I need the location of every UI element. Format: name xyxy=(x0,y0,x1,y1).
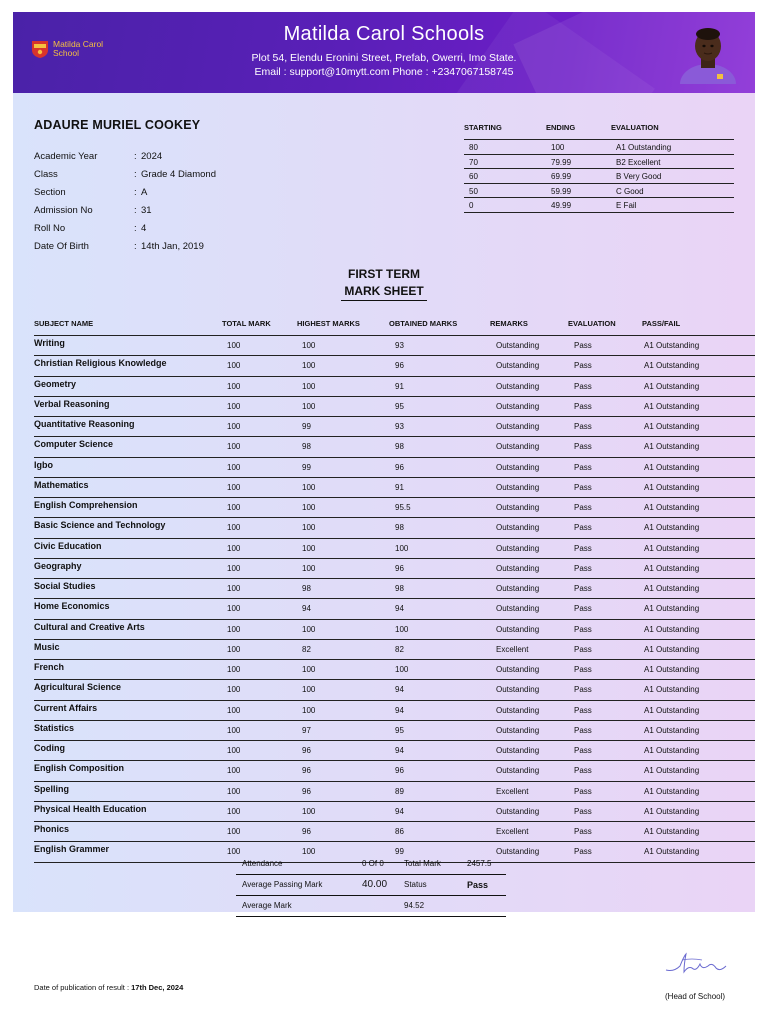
subject-row xyxy=(34,741,755,761)
info-label: Admission No xyxy=(34,205,93,216)
mark-cell: Outstanding xyxy=(496,766,540,776)
mark-cell: 93 xyxy=(395,341,404,350)
grading-scale-table xyxy=(464,120,734,213)
mark-cell: Outstanding xyxy=(496,341,540,350)
subject-row xyxy=(34,437,755,457)
mark-cell: A1 Outstanding xyxy=(644,503,700,512)
mark-cell: 96 xyxy=(395,361,404,371)
info-value: 31 xyxy=(141,205,152,216)
mark-cell: Pass xyxy=(574,685,592,695)
grading-cell: B2 Excellent xyxy=(616,157,661,167)
mark-cell: Outstanding xyxy=(496,422,540,431)
mark-cell: 96 xyxy=(395,462,404,472)
mark-cell: Pass xyxy=(574,341,592,350)
info-value: A xyxy=(141,187,148,198)
mark-cell: A1 Outstanding xyxy=(644,624,700,634)
mark-cell: 100 xyxy=(227,746,241,755)
mark-cell: 100 xyxy=(227,665,241,674)
grading-cell: 79.99 xyxy=(551,157,572,167)
mark-cell: 100 xyxy=(302,705,316,715)
mark-cell: 100 xyxy=(302,806,316,816)
mark-cell: 100 xyxy=(227,361,241,371)
mark-cell: 98 xyxy=(395,442,404,452)
subject-name: Home Economics xyxy=(34,601,110,612)
subject-name: Christian Religious Knowledge xyxy=(34,358,167,369)
mark-cell: A1 Outstanding xyxy=(644,442,700,452)
col-pass-fail: PASS/FAIL xyxy=(642,319,681,328)
subject-row xyxy=(34,640,755,660)
subject-row xyxy=(34,579,755,599)
mark-cell: 96 xyxy=(302,786,311,796)
subject-row xyxy=(34,498,755,518)
mark-cell: 100 xyxy=(302,341,316,350)
result-sheet xyxy=(13,12,755,912)
mark-cell: Outstanding xyxy=(496,705,540,715)
mark-cell: Pass xyxy=(574,442,592,452)
col-remarks: REMARKS xyxy=(490,319,528,328)
mark-cell: 96 xyxy=(395,766,404,776)
info-value: Grade 4 Diamond xyxy=(141,169,216,180)
mark-cell: Excellent xyxy=(496,827,529,836)
col-subject: SUBJECT NAME xyxy=(34,319,94,328)
mark-cell: 100 xyxy=(302,401,316,411)
mark-cell: Pass xyxy=(574,584,592,593)
mark-cell: 100 xyxy=(227,422,241,431)
mark-cell: 98 xyxy=(302,442,311,452)
mark-cell: A1 Outstanding xyxy=(644,766,700,776)
mark-cell: 100 xyxy=(227,341,241,350)
mark-cell: 99 xyxy=(395,847,404,857)
subject-row xyxy=(34,559,755,579)
mark-cell: A1 Outstanding xyxy=(644,563,700,573)
mark-cell: A1 Outstanding xyxy=(644,604,700,614)
mark-cell: Outstanding xyxy=(496,523,540,533)
school-contact: Email : support@10mytt.com Phone : +2347067158745 xyxy=(254,66,514,78)
grading-header-ending: ENDING xyxy=(546,123,576,132)
mark-cell: 100 xyxy=(302,563,316,573)
mark-cell: Outstanding xyxy=(496,665,540,674)
mark-cell: A1 Outstanding xyxy=(644,361,700,371)
mark-cell: Outstanding xyxy=(496,685,540,695)
subject-row xyxy=(34,660,755,680)
grading-cell: 60 xyxy=(469,172,478,181)
mark-cell: 100 xyxy=(227,786,241,796)
mark-cell: 100 xyxy=(227,725,241,735)
summary-row-attendance xyxy=(236,854,506,875)
subject-name: Geography xyxy=(34,560,82,571)
grading-cell: C Good xyxy=(616,186,644,196)
info-separator: : xyxy=(134,241,137,252)
subject-row xyxy=(34,539,755,559)
mark-cell: 100 xyxy=(302,665,316,674)
subject-name: Statistics xyxy=(34,722,75,733)
mark-cell: 96 xyxy=(302,766,311,776)
subject-name: Civic Education xyxy=(34,540,102,551)
result-summary xyxy=(236,854,506,917)
head-signature xyxy=(662,946,732,980)
mark-cell: 99 xyxy=(302,422,311,431)
mark-cell: 100 xyxy=(395,665,409,674)
mark-cell: 100 xyxy=(227,401,241,411)
mark-cell: Outstanding xyxy=(496,563,540,573)
mark-cell: 94 xyxy=(302,604,311,614)
subject-row xyxy=(34,701,755,721)
mark-cell: Outstanding xyxy=(496,381,540,391)
mark-cell: 89 xyxy=(395,786,404,796)
mark-cell: 94 xyxy=(395,746,404,755)
grading-cell: B Very Good xyxy=(616,172,662,181)
mark-cell: A1 Outstanding xyxy=(644,725,700,735)
mark-cell: 100 xyxy=(302,847,316,857)
mark-cell: 96 xyxy=(395,563,404,573)
subject-row xyxy=(34,761,755,781)
mark-cell: 100 xyxy=(302,361,316,371)
mark-cell: Pass xyxy=(574,725,592,735)
subject-name: Basic Science and Technology xyxy=(34,520,166,531)
mark-cell: Outstanding xyxy=(496,847,540,857)
mark-cell: A1 Outstanding xyxy=(644,523,700,533)
mark-cell: 100 xyxy=(227,462,241,472)
mark-cell: A1 Outstanding xyxy=(644,401,700,411)
subject-row xyxy=(34,620,755,640)
mark-cell: 82 xyxy=(302,644,311,654)
grading-cell: 59.99 xyxy=(551,186,572,196)
mark-cell: 100 xyxy=(302,503,316,512)
mark-cell: 100 xyxy=(302,482,316,492)
mark-cell: Outstanding xyxy=(496,361,540,371)
mark-cell: A1 Outstanding xyxy=(644,786,700,796)
mark-cell: Pass xyxy=(574,847,592,857)
info-label: Date Of Birth xyxy=(34,241,89,252)
mark-cell: 100 xyxy=(302,624,316,634)
col-obtained-marks: OBTAINED MARKS xyxy=(389,319,458,328)
info-value: 14th Jan, 2019 xyxy=(141,241,204,252)
mark-cell: A1 Outstanding xyxy=(644,341,700,350)
grading-header-evaluation: EVALUATION xyxy=(611,123,659,132)
publication-date-label: Date of publication of result : xyxy=(34,983,132,992)
mark-cell: Pass xyxy=(574,746,592,755)
subject-name: Igbo xyxy=(34,459,53,470)
mark-cell: 95 xyxy=(395,725,404,735)
grading-cell: 49.99 xyxy=(551,201,572,210)
mark-cell: 99 xyxy=(302,462,311,472)
mark-cell: 94 xyxy=(395,685,404,695)
mark-cell: Pass xyxy=(574,563,592,573)
grading-row xyxy=(464,184,734,199)
mark-cell: 100 xyxy=(227,766,241,776)
mark-cell: 94 xyxy=(395,705,404,715)
grading-cell: 70 xyxy=(469,157,478,167)
mark-cell: 100 xyxy=(395,543,409,553)
info-separator: : xyxy=(134,205,137,216)
mark-cell: 100 xyxy=(395,624,409,634)
mark-cell: 98 xyxy=(302,584,311,593)
col-total-mark: TOTAL MARK xyxy=(222,319,271,328)
subject-name: English Grammer xyxy=(34,844,110,855)
student-photo xyxy=(679,22,737,84)
mark-cell: Pass xyxy=(574,361,592,371)
mark-sheet-title: MARK SHEET xyxy=(341,284,427,301)
subject-name: Mathematics xyxy=(34,479,89,490)
mark-cell: Outstanding xyxy=(496,482,540,492)
logo-text-line1: Matilda Carol xyxy=(53,39,104,49)
grading-row xyxy=(464,155,734,170)
mark-cell: Outstanding xyxy=(496,624,540,634)
mark-cell: A1 Outstanding xyxy=(644,462,700,472)
subject-name: English Comprehension xyxy=(34,500,138,510)
mark-cell: 100 xyxy=(227,644,241,654)
mark-cell: 95.5 xyxy=(395,503,411,512)
mark-cell: 96 xyxy=(302,746,311,755)
mark-cell: Pass xyxy=(574,422,592,431)
mark-cell: A1 Outstanding xyxy=(644,806,700,816)
grading-row xyxy=(464,169,734,184)
mark-cell: 96 xyxy=(302,827,311,836)
mark-cell: Excellent xyxy=(496,644,529,654)
mark-cell: 100 xyxy=(227,847,241,857)
subject-name: Music xyxy=(34,641,60,652)
mark-cell: Pass xyxy=(574,624,592,634)
mark-cell: Pass xyxy=(574,665,592,674)
subject-row xyxy=(34,782,755,802)
mark-cell: 100 xyxy=(227,705,241,715)
mark-cell: Outstanding xyxy=(496,725,540,735)
mark-cell: 100 xyxy=(227,381,241,391)
mark-cell: 100 xyxy=(227,442,241,452)
grading-cell: 50 xyxy=(469,186,478,196)
grading-header xyxy=(464,120,734,140)
mark-cell: 100 xyxy=(227,523,241,533)
subject-name: Physical Health Education xyxy=(34,803,147,814)
subject-name: Current Affairs xyxy=(34,702,98,713)
mark-cell: Excellent xyxy=(496,786,529,796)
info-separator: : xyxy=(134,151,137,162)
subject-row xyxy=(34,458,755,478)
mark-cell: Outstanding xyxy=(496,442,540,452)
mark-cell: 100 xyxy=(302,543,316,553)
info-separator: : xyxy=(134,169,137,180)
subject-row xyxy=(34,599,755,619)
mark-cell: 100 xyxy=(227,624,241,634)
mark-cell: A1 Outstanding xyxy=(644,381,700,391)
mark-cell: 82 xyxy=(395,644,404,654)
subject-name: Coding xyxy=(34,743,65,753)
subject-name: English Composition xyxy=(34,763,124,774)
info-separator: : xyxy=(134,223,137,234)
grading-cell: A1 Outstanding xyxy=(616,143,672,152)
mark-cell: 100 xyxy=(302,523,316,533)
mark-cell: A1 Outstanding xyxy=(644,746,700,755)
mark-cell: Pass xyxy=(574,381,592,391)
subject-row xyxy=(34,721,755,741)
subject-row xyxy=(34,518,755,538)
subject-name: Phonics xyxy=(34,824,70,834)
info-label: Roll No xyxy=(34,223,66,234)
info-separator: : xyxy=(134,187,137,198)
mark-cell: 86 xyxy=(395,827,404,836)
mark-cell: Outstanding xyxy=(496,584,540,593)
mark-cell: 91 xyxy=(395,381,404,391)
grading-cell: 100 xyxy=(551,143,565,152)
subject-name: Spelling xyxy=(34,783,70,794)
subject-row xyxy=(34,356,755,376)
mark-cell: 100 xyxy=(227,685,241,695)
mark-cell: Pass xyxy=(574,401,592,411)
status-label: Status xyxy=(404,880,427,889)
mark-cell: A1 Outstanding xyxy=(644,847,700,857)
mark-cell: A1 Outstanding xyxy=(644,482,700,492)
subject-name: Computer Science xyxy=(34,439,114,450)
subject-row xyxy=(34,802,755,822)
mark-cell: 100 xyxy=(227,503,241,512)
mark-cell: 100 xyxy=(227,604,241,614)
mark-cell: Outstanding xyxy=(496,604,540,614)
total-mark-value: 2457.5 xyxy=(467,859,492,868)
total-mark-label: Total Mark xyxy=(404,859,441,868)
mark-cell: 100 xyxy=(227,543,241,553)
mark-cell: Pass xyxy=(574,482,592,492)
subject-row xyxy=(34,680,755,700)
summary-row-average-passing xyxy=(236,875,506,896)
subject-name: Quantitative Reasoning xyxy=(34,419,135,429)
mark-cell: 93 xyxy=(395,422,404,431)
mark-cell: Pass xyxy=(574,766,592,776)
mark-cell: 91 xyxy=(395,482,404,492)
school-address: Plot 54, Elendu Eronini Street, Prefab, Owerri, Imo State. xyxy=(251,52,517,64)
subject-name: Social Studies xyxy=(34,581,96,591)
marks-table xyxy=(34,317,755,863)
marks-header xyxy=(34,317,755,336)
grading-cell: 80 xyxy=(469,143,478,152)
mark-cell: Pass xyxy=(574,543,592,553)
average-passing-mark-label: Average Passing Mark xyxy=(242,880,323,889)
mark-cell: Outstanding xyxy=(496,401,540,411)
mark-cell: 98 xyxy=(395,584,404,593)
mark-cell: A1 Outstanding xyxy=(644,543,700,553)
mark-cell: 94 xyxy=(395,604,404,614)
mark-cell: Pass xyxy=(574,644,592,654)
col-evaluation: EVALUATION xyxy=(568,319,616,328)
mark-cell: 100 xyxy=(302,685,316,695)
mark-cell: 100 xyxy=(227,563,241,573)
col-highest-marks: HIGHEST MARKS xyxy=(297,319,360,328)
subject-row xyxy=(34,397,755,417)
summary-row-average-mark xyxy=(236,896,506,917)
status-value: Pass xyxy=(467,880,489,890)
mark-cell: A1 Outstanding xyxy=(644,644,700,654)
grading-row xyxy=(464,140,734,155)
mark-cell: Pass xyxy=(574,827,592,836)
mark-cell: A1 Outstanding xyxy=(644,584,700,593)
head-of-school-label: (Head of School) xyxy=(665,992,726,1001)
term-title: FIRST TERM xyxy=(348,267,420,281)
mark-cell: 95 xyxy=(395,401,404,411)
grading-cell: E Fail xyxy=(616,201,637,210)
info-label: Academic Year xyxy=(34,151,98,162)
subject-name: Writing xyxy=(34,338,65,348)
info-value: 4 xyxy=(141,223,147,234)
mark-cell: A1 Outstanding xyxy=(644,665,700,674)
mark-cell: Outstanding xyxy=(496,746,540,755)
mark-cell: 94 xyxy=(395,806,404,816)
mark-cell: 100 xyxy=(302,381,316,391)
mark-cell: Outstanding xyxy=(496,806,540,816)
grading-cell: 0 xyxy=(469,201,474,210)
mark-cell: Pass xyxy=(574,705,592,715)
mark-cell: Pass xyxy=(574,462,592,472)
logo-text-line2: School xyxy=(53,48,79,58)
subject-name: Verbal Reasoning xyxy=(34,398,110,409)
subject-row xyxy=(34,336,755,356)
grading-header-starting: STARTING xyxy=(464,123,502,132)
mark-cell: A1 Outstanding xyxy=(644,827,700,836)
subject-row xyxy=(34,417,755,437)
mark-cell: A1 Outstanding xyxy=(644,685,700,695)
info-value: 2024 xyxy=(141,151,163,162)
subject-row xyxy=(34,822,755,842)
mark-cell: 100 xyxy=(227,806,241,816)
grading-row xyxy=(464,198,734,213)
mark-cell: 100 xyxy=(227,482,241,492)
mark-cell: 97 xyxy=(302,725,311,735)
grading-cell: 69.99 xyxy=(551,172,572,181)
school-name: Matilda Carol Schools xyxy=(283,23,485,45)
mark-cell: 100 xyxy=(227,584,241,593)
mark-cell: 100 xyxy=(227,827,241,836)
subject-name: Geometry xyxy=(34,378,77,389)
subject-name: French xyxy=(34,662,65,672)
subject-name: Cultural and Creative Arts xyxy=(34,621,145,632)
mark-cell: Pass xyxy=(574,604,592,614)
attendance-value: 0 Of 0 xyxy=(362,859,384,868)
average-passing-mark-value: 40.00 xyxy=(362,879,388,890)
subject-name: Agricultural Science xyxy=(34,682,122,693)
school-header xyxy=(13,12,755,93)
mark-cell: Pass xyxy=(574,523,592,533)
attendance-label: Attendance xyxy=(242,859,283,868)
publication-date xyxy=(34,983,183,992)
mark-cell: Pass xyxy=(574,806,592,816)
mark-cell: A1 Outstanding xyxy=(644,705,700,715)
subject-row xyxy=(34,377,755,397)
mark-cell: Pass xyxy=(574,503,592,512)
mark-cell: Pass xyxy=(574,786,592,796)
student-name: ADAURE MURIEL COOKEY xyxy=(34,118,201,132)
mark-cell: Outstanding xyxy=(496,543,540,553)
mark-cell: 98 xyxy=(395,523,404,533)
info-label: Section xyxy=(34,187,66,198)
info-label: Class xyxy=(34,169,58,180)
subject-row xyxy=(34,478,755,498)
average-mark-value: 94.52 xyxy=(404,901,425,910)
mark-cell: A1 Outstanding xyxy=(644,422,700,431)
mark-cell: Outstanding xyxy=(496,503,540,512)
average-mark-label: Average Mark xyxy=(242,901,292,910)
publication-date-value: 17th Dec, 2024 xyxy=(131,983,184,992)
mark-cell: Outstanding xyxy=(496,462,540,472)
